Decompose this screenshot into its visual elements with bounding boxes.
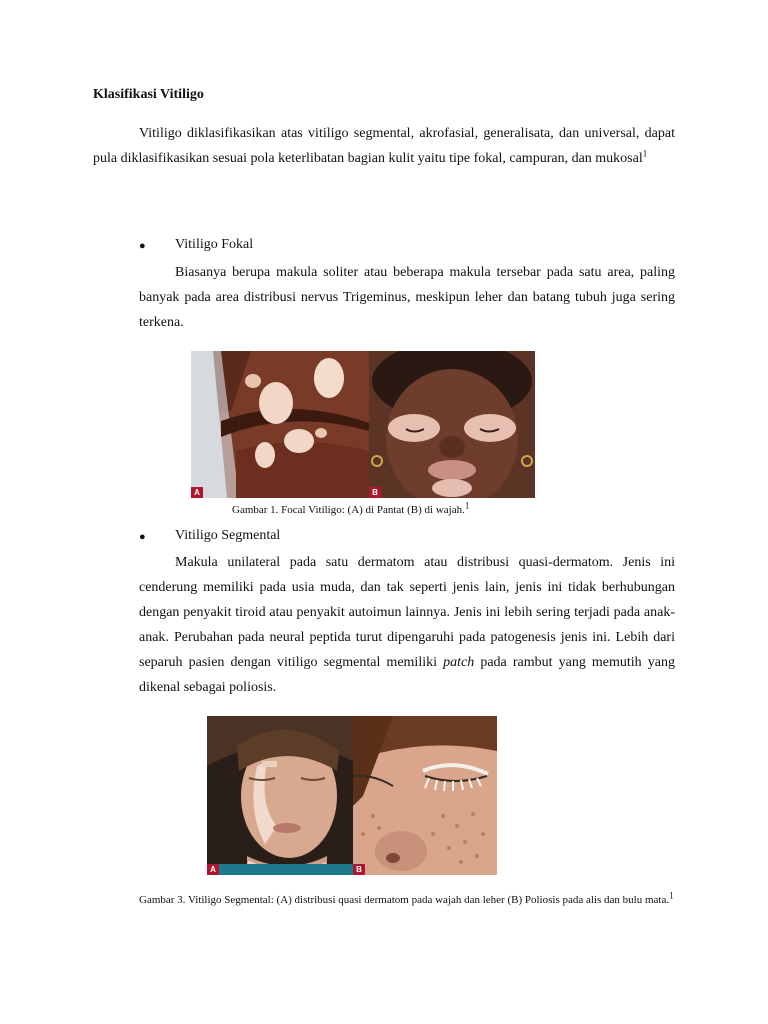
section-heading: Klasifikasi Vitiligo [93,87,204,102]
reference-superscript: 1 [464,500,470,511]
panel-label: B [369,487,381,498]
bullet-icon: ● [139,240,146,252]
bullet-icon: ● [139,531,146,543]
figure3-photo-b [353,716,497,875]
intro-paragraph: Vitiligo diklasifikasikan atas vitiligo segmental, akrofasial, generalisata, dan universal, dapat pula diklasifikasikan sesuai pola keterlibatan bagian kulit yaitu tipe fokal, campuran, dan mukosal$^1$ [93,126,675,166]
figure1-photo-a [191,351,369,498]
reference-superscript: 1 [669,890,674,901]
panel-label: B [353,864,365,875]
bullet-title-segmental: Vitiligo Segmental [175,528,281,543]
figure3-photo-a [207,716,353,875]
figure1-caption: Gambar 1. Focal Vitiligo: (A) di Pantat (B) di wajah.$^1$ [232,500,470,516]
segmental-paragraph: Makula unilateral pada satu dermatom atau distribusi quasi-dermatom. Jenis ini cenderung memiliki pada usia muda, dan tak seperti jenis lain, jenis ini tidak berhubungan dengan penyakit tiroid atau penyakit autoimun lainnya. Jenis ini lebih sering terjadi pada anak-anak. Perubahan pada neural peptida turut dipengaruhi pada patogenesis jenis ini. Lebih dari separuh pasien dengan vitiligo segmental memiliki patch pada rambut yang memutih yang dikenal sebagai poliosis. [139,555,675,695]
panel-label: A [191,487,203,498]
bullet-title-fokal: Vitiligo Fokal [175,237,254,252]
fokal-paragraph: Biasanya berupa makula soliter atau beberapa makula tersebar pada satu area, paling banyak pada area distribusi nervus Trigeminus, meskipun leher dan batang tubuh juga sering terkena. [139,265,675,330]
figure3-caption: Gambar 3. Vitiligo Segmental: (A) distribusi quasi dermatom pada wajah dan leher (B) Poliosis pada alis dan bulu mata.$^1$ [139,890,674,906]
figure1-photo-b [369,351,535,498]
reference-superscript: 1 [642,148,648,159]
italic-term: patch [443,655,475,670]
panel-label: A [207,864,219,875]
